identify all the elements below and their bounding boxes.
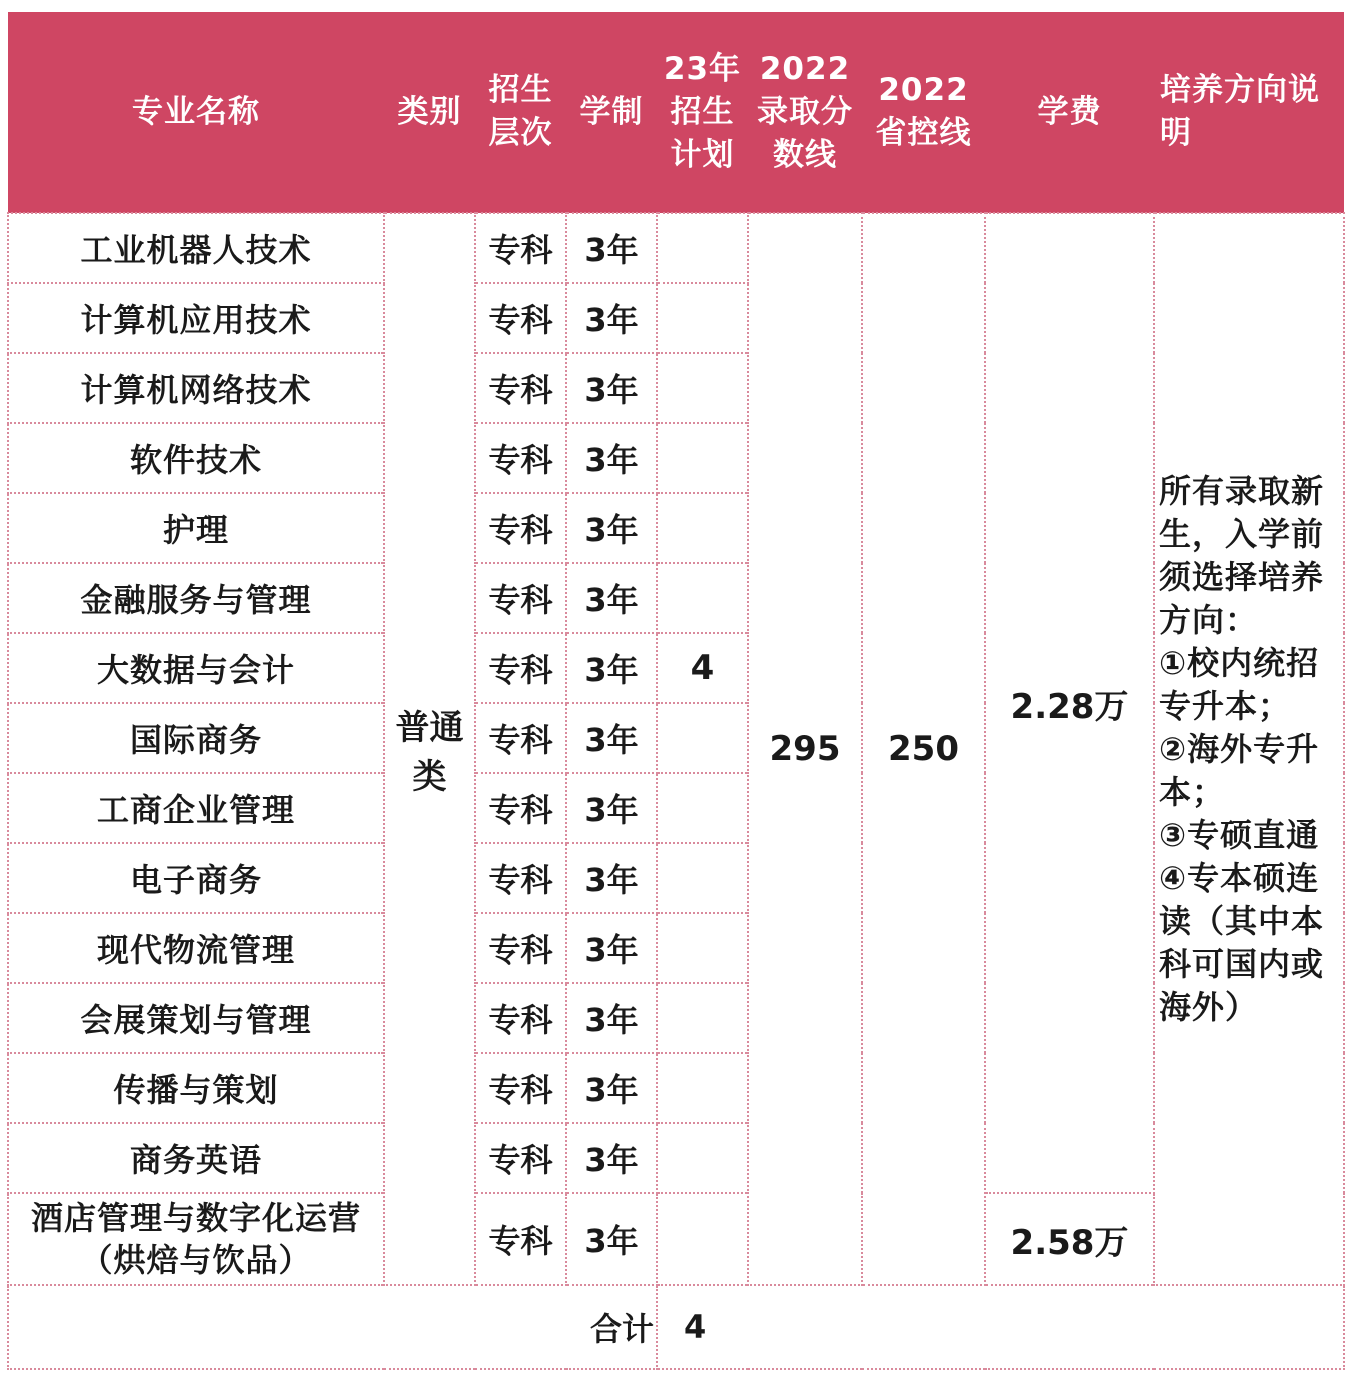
duration-cell: 3年 xyxy=(566,633,657,703)
plan-cell-empty xyxy=(657,1053,748,1123)
level-cell: 专科 xyxy=(475,773,566,843)
col-header-control-2022: 2022 省控线 xyxy=(862,12,985,213)
major-name: 计算机应用技术 xyxy=(8,283,384,353)
level-cell: 专科 xyxy=(475,843,566,913)
col-header-fee: 学费 xyxy=(985,12,1154,213)
level-cell: 专科 xyxy=(475,423,566,493)
direction-line: ②海外专升 xyxy=(1159,729,1320,768)
plan-cell-empty xyxy=(657,1123,748,1193)
duration-cell: 3年 xyxy=(566,703,657,773)
duration-cell: 3年 xyxy=(566,843,657,913)
duration-cell: 3年 xyxy=(566,563,657,633)
direction-line: 生，入学前 xyxy=(1159,514,1325,553)
category-cell: 普通 类 xyxy=(384,213,475,1285)
col-header-duration: 学制 xyxy=(566,12,657,213)
plan-cell-empty xyxy=(657,563,748,633)
col-header-name: 专业名称 xyxy=(8,12,384,213)
major-name: 会展策划与管理 xyxy=(8,983,384,1053)
score-2022-cell: 295 xyxy=(748,213,862,1285)
plan-cell-empty xyxy=(657,353,748,423)
plan-cell-empty xyxy=(657,493,748,563)
direction-line: 方向： xyxy=(1159,600,1259,639)
level-cell: 专科 xyxy=(475,283,566,353)
major-name: 工业机器人技术 xyxy=(8,213,384,283)
header-row xyxy=(8,12,1344,213)
plan-cell-empty xyxy=(657,913,748,983)
duration-cell: 3年 xyxy=(566,493,657,563)
plan-cell: 4 xyxy=(657,633,748,703)
level-cell: 专科 xyxy=(475,1123,566,1193)
direction-line: ①校内统招 xyxy=(1159,643,1320,682)
col-header-level: 招生 层次 xyxy=(475,12,566,213)
duration-cell: 3年 xyxy=(566,213,657,283)
duration-cell: 3年 xyxy=(566,773,657,843)
duration-cell: 3年 xyxy=(566,1193,657,1285)
duration-cell: 3年 xyxy=(566,913,657,983)
level-cell: 专科 xyxy=(475,913,566,983)
direction-line: 须选择培养 xyxy=(1159,557,1325,596)
level-cell: 专科 xyxy=(475,1193,566,1285)
fee-cell-b: 2.58万 xyxy=(985,1193,1154,1285)
fee-cell-a: 2.28万 xyxy=(985,213,1154,1193)
total-row xyxy=(8,1285,1344,1369)
direction-line: ④专本硕连 xyxy=(1159,858,1320,897)
plan-cell-empty xyxy=(657,983,748,1053)
direction-line: 科可国内或 xyxy=(1159,944,1325,983)
plan-cell-empty xyxy=(657,1193,748,1285)
table-row xyxy=(8,1193,1344,1285)
col-header-score-2022: 2022 录取分 数线 xyxy=(748,12,862,213)
direction-line: 专升本； xyxy=(1159,686,1292,725)
major-name: 现代物流管理 xyxy=(8,913,384,983)
col-header-category: 类别 xyxy=(384,12,475,213)
direction-line: ③专硕直通 xyxy=(1159,815,1320,854)
duration-cell: 3年 xyxy=(566,353,657,423)
col-header-direction: 培养方向说 明 xyxy=(1154,12,1344,213)
plan-cell-empty xyxy=(657,423,748,493)
major-name: 大数据与会计 xyxy=(8,633,384,703)
admissions-table xyxy=(7,12,1345,1370)
major-name: 国际商务 xyxy=(8,703,384,773)
duration-cell: 3年 xyxy=(566,283,657,353)
direction-line: 本； xyxy=(1159,772,1226,811)
plan-cell-empty xyxy=(657,773,748,843)
level-cell: 专科 xyxy=(475,563,566,633)
direction-line: 海外） xyxy=(1159,987,1259,1026)
level-cell: 专科 xyxy=(475,213,566,283)
major-name: 商务英语 xyxy=(8,1123,384,1193)
direction-description xyxy=(1154,213,1344,1285)
duration-cell: 3年 xyxy=(566,1123,657,1193)
major-name: 工商企业管理 xyxy=(8,773,384,843)
control-2022-cell: 250 xyxy=(862,213,985,1285)
direction-line: 读（其中本 xyxy=(1159,901,1325,940)
major-name: 电子商务 xyxy=(8,843,384,913)
duration-cell: 3年 xyxy=(566,423,657,493)
level-cell: 专科 xyxy=(475,493,566,563)
plan-cell-empty xyxy=(657,213,748,283)
total-label: 合计 xyxy=(8,1285,657,1369)
duration-cell: 3年 xyxy=(566,983,657,1053)
admissions-table-frame xyxy=(7,12,1343,1392)
table-body xyxy=(8,213,1344,1285)
level-cell: 专科 xyxy=(475,983,566,1053)
duration-cell: 3年 xyxy=(566,1053,657,1123)
major-name: 软件技术 xyxy=(8,423,384,493)
major-name: 金融服务与管理 xyxy=(8,563,384,633)
level-cell: 专科 xyxy=(475,353,566,423)
col-header-plan: 23年 招生 计划 xyxy=(657,12,748,213)
plan-cell-empty xyxy=(657,843,748,913)
plan-cell-empty xyxy=(657,283,748,353)
table-row xyxy=(8,213,1344,283)
total-value: 4 xyxy=(657,1285,1344,1369)
major-name: 计算机网络技术 xyxy=(8,353,384,423)
level-cell: 专科 xyxy=(475,633,566,703)
major-name: 传播与策划 xyxy=(8,1053,384,1123)
plan-cell-empty xyxy=(657,703,748,773)
major-name: 护理 xyxy=(8,493,384,563)
major-name: 酒店管理与数字化运营 （烘焙与饮品） xyxy=(8,1193,384,1285)
level-cell: 专科 xyxy=(475,703,566,773)
level-cell: 专科 xyxy=(475,1053,566,1123)
direction-line: 所有录取新 xyxy=(1159,471,1325,510)
